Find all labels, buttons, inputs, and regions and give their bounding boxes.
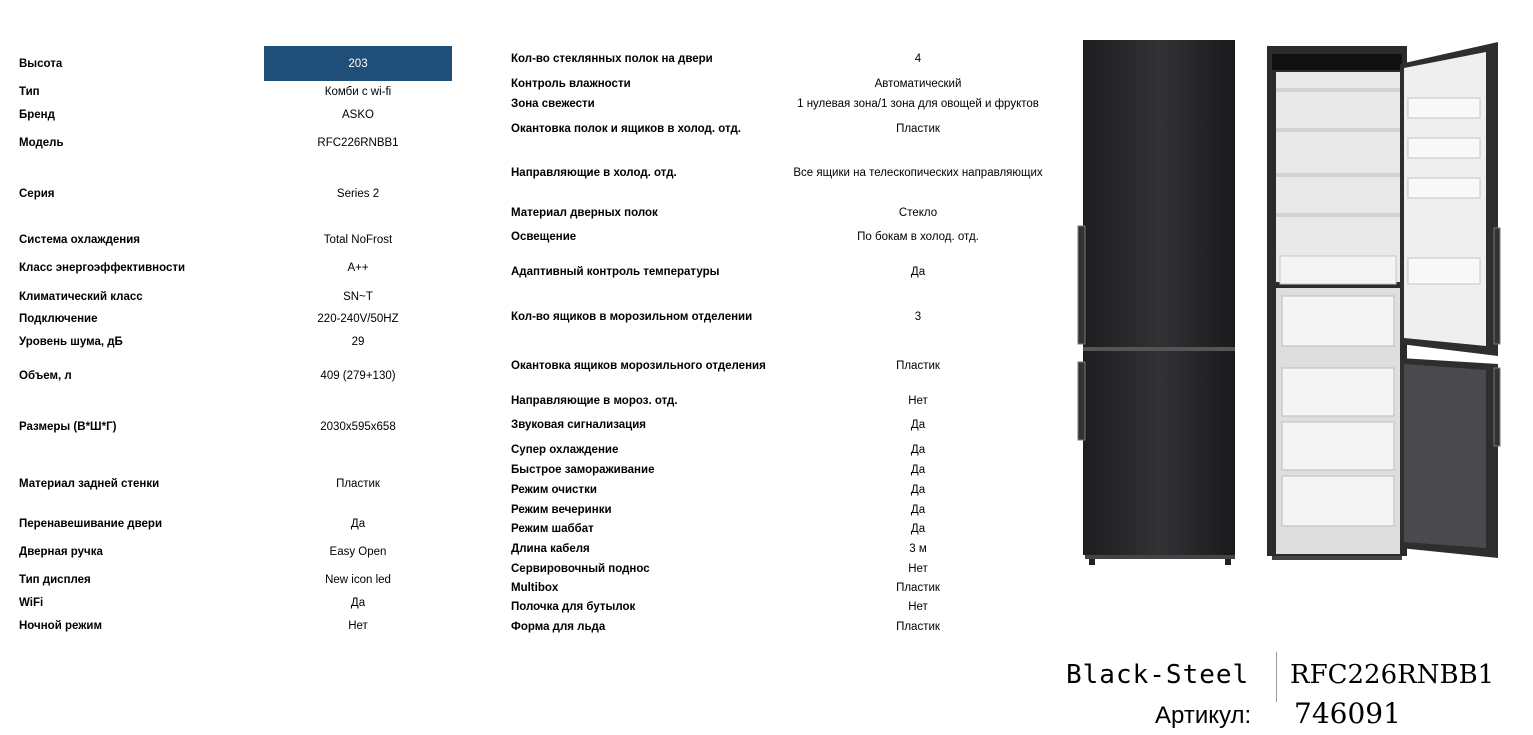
spec-label: Контроль влажности [511,78,631,90]
spec-value: 4 [914,53,922,65]
spec-label: Режим очистки [511,484,597,496]
spec-label: Модель [19,137,64,149]
spec-label: Объем, л [19,370,72,382]
spec-value: По бокам в холод. отд. [857,231,979,243]
spec-value: 29 [351,336,365,348]
spec-label: Освещение [511,231,577,243]
spec-value: Да [910,504,926,516]
spec-value: Да [350,518,366,530]
spec-value: 2030x595x658 [320,421,396,433]
spec-label: Размеры (В*Ш*Г) [19,421,117,433]
spec-value: Пластик [896,123,940,135]
spec-label: Режим вечеринки [511,504,612,516]
article-value: 746091 [1294,697,1401,730]
spec-value: Пластик [896,582,940,594]
model-caption: RFC226RNBB1 [1290,660,1495,690]
spec-value: 1 нулевая зона/1 зона для овощей и фруктов [797,98,1039,110]
spec-value: Пластик [896,360,940,372]
spec-value: Да [910,464,926,476]
spec-label: WiFi [19,597,44,609]
spec-label: Зона свежести [511,98,595,110]
spec-label: Multibox [511,582,559,594]
spec-label: Звуковая сигнализация [511,419,647,431]
spec-value: Автоматический [874,78,962,90]
spec-label: Адаптивный контроль температуры [511,266,720,278]
spec-value: Да [350,597,366,609]
spec-label: Серия [19,188,55,200]
spec-label: Кол-во ящиков в морозильном отделении [511,311,753,323]
fridge-closed-image [1075,38,1245,568]
spec-label: Форма для льда [511,621,606,633]
spec-value: Все ящики на телескопических направляющих [793,167,1043,179]
spec-label: Перенавешивание двери [19,518,163,530]
spec-value: Да [910,419,926,431]
spec-value: 409 (279+130) [320,370,396,382]
spec-value: Комби с wi-fi [324,86,392,98]
spec-value: Easy Open [329,546,387,558]
spec-label: Класс энергоэффективности [19,262,186,274]
spec-value: Нет [908,395,928,407]
spec-label: Окантовка ящиков морозильного отделения [511,360,766,372]
spec-label: Система охлаждения [19,234,141,246]
spec-label: Материал задней стенки [19,478,160,490]
spec-value: Да [910,444,926,456]
spec-label: Бренд [19,109,55,121]
spec-label: Длина кабеля [511,543,590,555]
spec-value: Нет [348,620,368,632]
spec-label: Полочка для бутылок [511,601,636,613]
spec-label: Дверная ручка [19,546,103,558]
spec-value: Series 2 [336,188,380,200]
spec-value: New icon led [325,574,391,586]
spec-label: Режим шаббат [511,523,594,535]
spec-value: Да [910,266,926,278]
article-label: Артикул: [1155,702,1252,729]
color-name: Black-Steel [1066,660,1250,690]
spec-label: Уровень шума, дБ [19,336,123,348]
spec-value: RFC226RNBB1 [317,137,399,149]
spec-label: Сервировочный поднос [511,563,650,575]
spec-value: A++ [347,262,369,274]
spec-value: Total NoFrost [323,234,393,246]
spec-value: Да [910,484,926,496]
spec-label: Тип [19,86,40,98]
spec-label: Супер охлаждение [511,444,619,456]
spec-label: Подключение [19,313,98,325]
spec-label: Климатический класс [19,291,143,303]
spec-value: Стекло [898,207,938,219]
spec-label: Тип дисплея [19,574,91,586]
spec-label: Материал дверных полок [511,207,658,219]
fridge-open-image [1262,38,1512,568]
spec-value: Нет [908,563,928,575]
spec-label: Быстрое замораживание [511,464,655,476]
spec-value: 203 [348,58,368,70]
spec-label: Окантовка полок и ящиков в холод. отд. [511,123,741,135]
spec-value: Пластик [336,478,380,490]
spec-value: 220-240V/50HZ [317,313,399,325]
spec-value: Нет [908,601,928,613]
spec-label: Направляющие в мороз. отд. [511,395,678,407]
caption-divider [1276,652,1277,702]
spec-value: 3 [914,311,922,323]
spec-value: Пластик [896,621,940,633]
spec-label: Ночной режим [19,620,102,632]
spec-value: 3 м [909,543,927,555]
spec-label: Кол-во стеклянных полок на двери [511,53,713,65]
spec-label: Высота [19,58,63,70]
spec-value: Да [910,523,926,535]
spec-label: Направляющие в холод. отд. [511,167,677,179]
spec-value: SN~T [343,291,373,303]
spec-value: ASKO [342,109,374,121]
